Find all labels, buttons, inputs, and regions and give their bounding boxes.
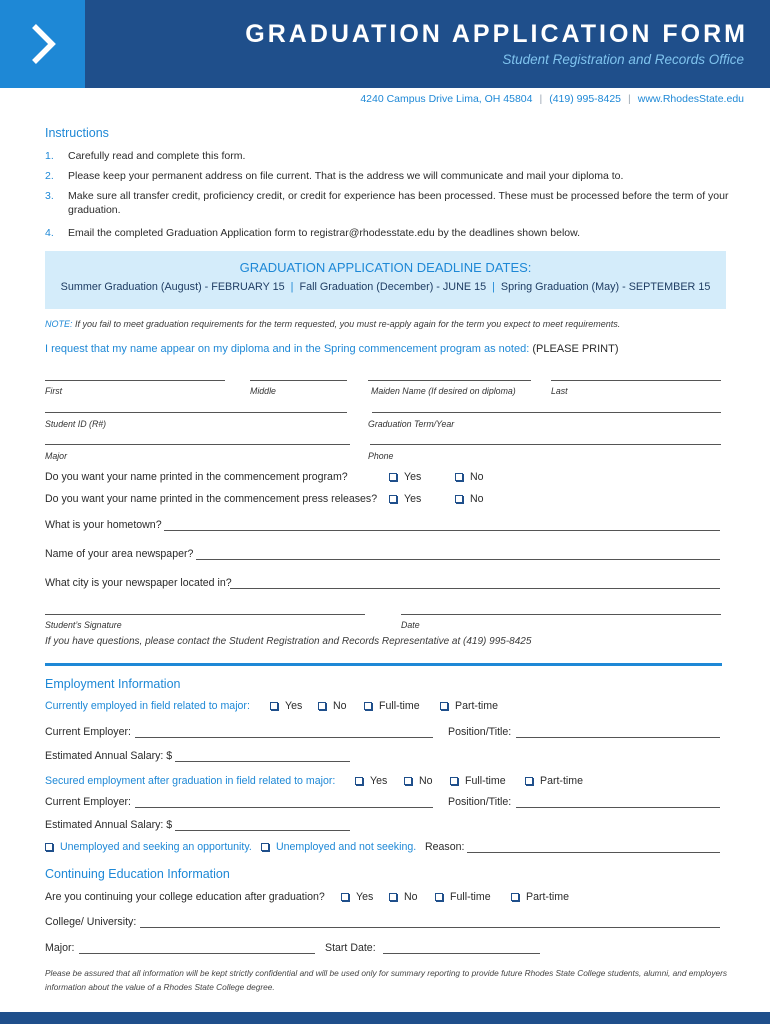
- position-title-label-2: Position/Title:: [448, 796, 512, 808]
- secured-yes-checkbox[interactable]: Yes: [355, 775, 387, 787]
- signature-label: Student’s Signature: [45, 620, 122, 630]
- office-subtitle: Student Registration and Records Office: [502, 52, 744, 67]
- start-date-field[interactable]: [383, 953, 540, 954]
- newspaper-field[interactable]: [196, 559, 720, 560]
- checkbox-icon: [455, 473, 463, 481]
- current-employer-field-2[interactable]: [135, 807, 433, 808]
- footer-band: [0, 1012, 770, 1024]
- note-text: If you fail to meet graduation requirements for the term requested, you must re-apply again for the term you expect to meet requirements.: [72, 319, 621, 329]
- separator: |: [539, 93, 543, 105]
- checkbox-icon: [404, 777, 412, 785]
- checkbox-icon: [270, 702, 278, 710]
- continuing-full-time-checkbox[interactable]: Full-time: [435, 891, 491, 903]
- list-item: 2. Please keep your permanent address on file current. That is the address we will communicate and mail your diploma to.: [45, 170, 624, 182]
- confidentiality-footnote: Please be assured that all information will be kept strictly confidential and will be used only for summary reporting to provide future Rhodes State College students, alumni, and employers information about the value of a Rhodes State College degree.: [45, 968, 728, 992]
- continuing-yes-checkbox[interactable]: Yes: [341, 891, 373, 903]
- current-employer-field[interactable]: [135, 737, 433, 738]
- start-date-label: Start Date:: [325, 942, 376, 954]
- deadline-title: GRADUATION APPLICATION DEADLINE DATES:: [239, 260, 532, 275]
- unemployed-not-seeking-checkbox[interactable]: Unemployed and not seeking.: [261, 841, 416, 853]
- summer-deadline: Summer Graduation (August) - FEBRUARY 15: [60, 281, 285, 293]
- checkbox-icon: [435, 893, 443, 901]
- middle-name-field[interactable]: [250, 380, 347, 381]
- currently-employed-label: Currently employed in field related to major:: [45, 700, 250, 712]
- current-employer-label-2: Current Employer:: [45, 796, 131, 808]
- continuing-question: Are you continuing your college education after graduation?: [45, 891, 325, 903]
- list-item: 3. Make sure all transfer credit, proficiency credit, or credit for experience has been processed. These must be processed before the term of your graduation.: [45, 190, 729, 216]
- checkbox-icon: [455, 495, 463, 503]
- separator: |: [290, 281, 294, 293]
- employed-yes-checkbox[interactable]: Yes: [270, 700, 302, 712]
- salary-label-2: Estimated Annual Salary: $: [45, 819, 173, 831]
- phone-number: (419) 995-8425: [549, 93, 622, 105]
- separator: |: [492, 281, 495, 293]
- commencement-program-question: Do you want your name printed in the commencement program?: [45, 471, 348, 483]
- major-field-2[interactable]: [79, 953, 315, 954]
- continuing-no-checkbox[interactable]: No: [389, 891, 418, 903]
- employed-full-time-checkbox[interactable]: Full-time: [364, 700, 420, 712]
- chevron-right-icon: [30, 22, 56, 66]
- continuing-part-time-checkbox[interactable]: Part-time: [511, 891, 569, 903]
- form-title: GRADUATION APPLICATION FORM: [245, 20, 748, 48]
- last-name-field[interactable]: [551, 380, 721, 381]
- deadline-box: [45, 251, 726, 309]
- maiden-name-field[interactable]: [368, 380, 531, 381]
- last-label: Last: [551, 386, 568, 396]
- salary-field-2[interactable]: [175, 830, 350, 831]
- phone-field[interactable]: [370, 444, 721, 445]
- reason-field[interactable]: [467, 852, 720, 853]
- checkbox-icon: [389, 893, 397, 901]
- press-release-question: Do you want your name printed in the commencement press releases?: [45, 493, 378, 505]
- college-field[interactable]: [140, 927, 720, 928]
- program-yes-checkbox[interactable]: Yes: [389, 471, 421, 483]
- major-label-2: Major:: [45, 942, 75, 954]
- unemployed-seeking-checkbox[interactable]: Unemployed and seeking an opportunity.: [45, 841, 252, 853]
- employed-part-time-checkbox[interactable]: Part-time: [440, 700, 498, 712]
- position-title-label: Position/Title:: [448, 726, 512, 738]
- contact-line: [360, 93, 744, 105]
- salary-field[interactable]: [175, 761, 350, 762]
- instructions-heading: Instructions: [45, 126, 109, 140]
- current-employer-label: Current Employer:: [45, 726, 131, 738]
- major-label: Major: [45, 451, 67, 461]
- press-yes-checkbox[interactable]: Yes: [389, 493, 421, 505]
- reason-label: Reason:: [425, 841, 465, 853]
- program-no-checkbox[interactable]: No: [455, 471, 484, 483]
- checkbox-icon: [440, 702, 448, 710]
- checkbox-icon: [318, 702, 326, 710]
- checkbox-icon: [45, 843, 53, 851]
- checkbox-icon: [511, 893, 519, 901]
- address: 4240 Campus Drive Lima, OH 45804: [360, 93, 533, 105]
- website-link[interactable]: www.RhodesState.edu: [637, 93, 744, 105]
- note: [45, 319, 620, 329]
- contact-note: If you have questions, please contact the Student Registration and Records Representative at (419) 995-8425: [45, 636, 532, 647]
- newspaper-label: Name of your area newspaper?: [45, 548, 194, 560]
- section-divider: [45, 663, 722, 666]
- first-label: First: [45, 386, 63, 396]
- checkbox-icon: [341, 893, 349, 901]
- list-item: 4. Email the completed Graduation Application form to registrar@rhodesstate.edu by the deadlines shown below.: [45, 227, 581, 239]
- salary-label: Estimated Annual Salary: $: [45, 750, 173, 762]
- date-label: Date: [401, 620, 420, 630]
- checkbox-icon: [364, 702, 372, 710]
- position-title-field[interactable]: [516, 737, 720, 738]
- college-label: College/ University:: [45, 916, 137, 928]
- major-field[interactable]: [45, 444, 350, 445]
- secured-no-checkbox[interactable]: No: [404, 775, 433, 787]
- deadline-dates: [45, 281, 726, 293]
- hometown-field[interactable]: [164, 530, 720, 531]
- instructions-list: [45, 149, 735, 246]
- phone-label: Phone: [368, 451, 394, 461]
- checkbox-icon: [355, 777, 363, 785]
- header-logo-tab: [0, 0, 85, 88]
- secured-full-time-checkbox[interactable]: Full-time: [450, 775, 506, 787]
- checkbox-icon: [389, 495, 397, 503]
- fall-deadline: Fall Graduation (December) - JUNE 15: [299, 281, 487, 293]
- first-name-field[interactable]: [45, 380, 225, 381]
- student-id-label: Student ID (R#): [45, 419, 107, 429]
- spring-deadline: Spring Graduation (May) - SEPTEMBER 15: [500, 281, 711, 293]
- list-item: 1. Carefully read and complete this form.: [45, 150, 246, 162]
- newspaper-city-label: What city is your newspaper located in?: [45, 577, 232, 589]
- checkbox-icon: [261, 843, 269, 851]
- press-no-checkbox[interactable]: No: [455, 493, 484, 505]
- position-title-field-2[interactable]: [516, 807, 720, 808]
- separator: |: [628, 93, 631, 105]
- hometown-label: What is your hometown?: [45, 519, 162, 531]
- checkbox-icon: [525, 777, 533, 785]
- middle-label: Middle: [250, 386, 276, 396]
- secured-employment-label: Secured employment after graduation in field related to major:: [45, 775, 336, 787]
- newspaper-city-field[interactable]: [230, 588, 720, 589]
- secured-part-time-checkbox[interactable]: Part-time: [525, 775, 583, 787]
- note-label: NOTE:: [45, 319, 73, 329]
- maiden-label: Maiden Name (If desired on diploma): [371, 386, 516, 396]
- diploma-request: I request that my name appear on my diploma and in the Spring commencement program as noted: (PLEASE PRINT): [45, 343, 619, 355]
- checkbox-icon: [389, 473, 397, 481]
- employment-heading: Employment Information: [45, 677, 181, 691]
- continuing-education-heading: Continuing Education Information: [45, 867, 230, 881]
- date-field[interactable]: [401, 614, 721, 615]
- signature-field[interactable]: [45, 614, 365, 615]
- checkbox-icon: [450, 777, 458, 785]
- graduation-term-label: Graduation Term/Year: [368, 419, 455, 429]
- graduation-term-field[interactable]: [372, 412, 721, 413]
- employed-no-checkbox[interactable]: No: [318, 700, 347, 712]
- student-id-field[interactable]: [45, 412, 347, 413]
